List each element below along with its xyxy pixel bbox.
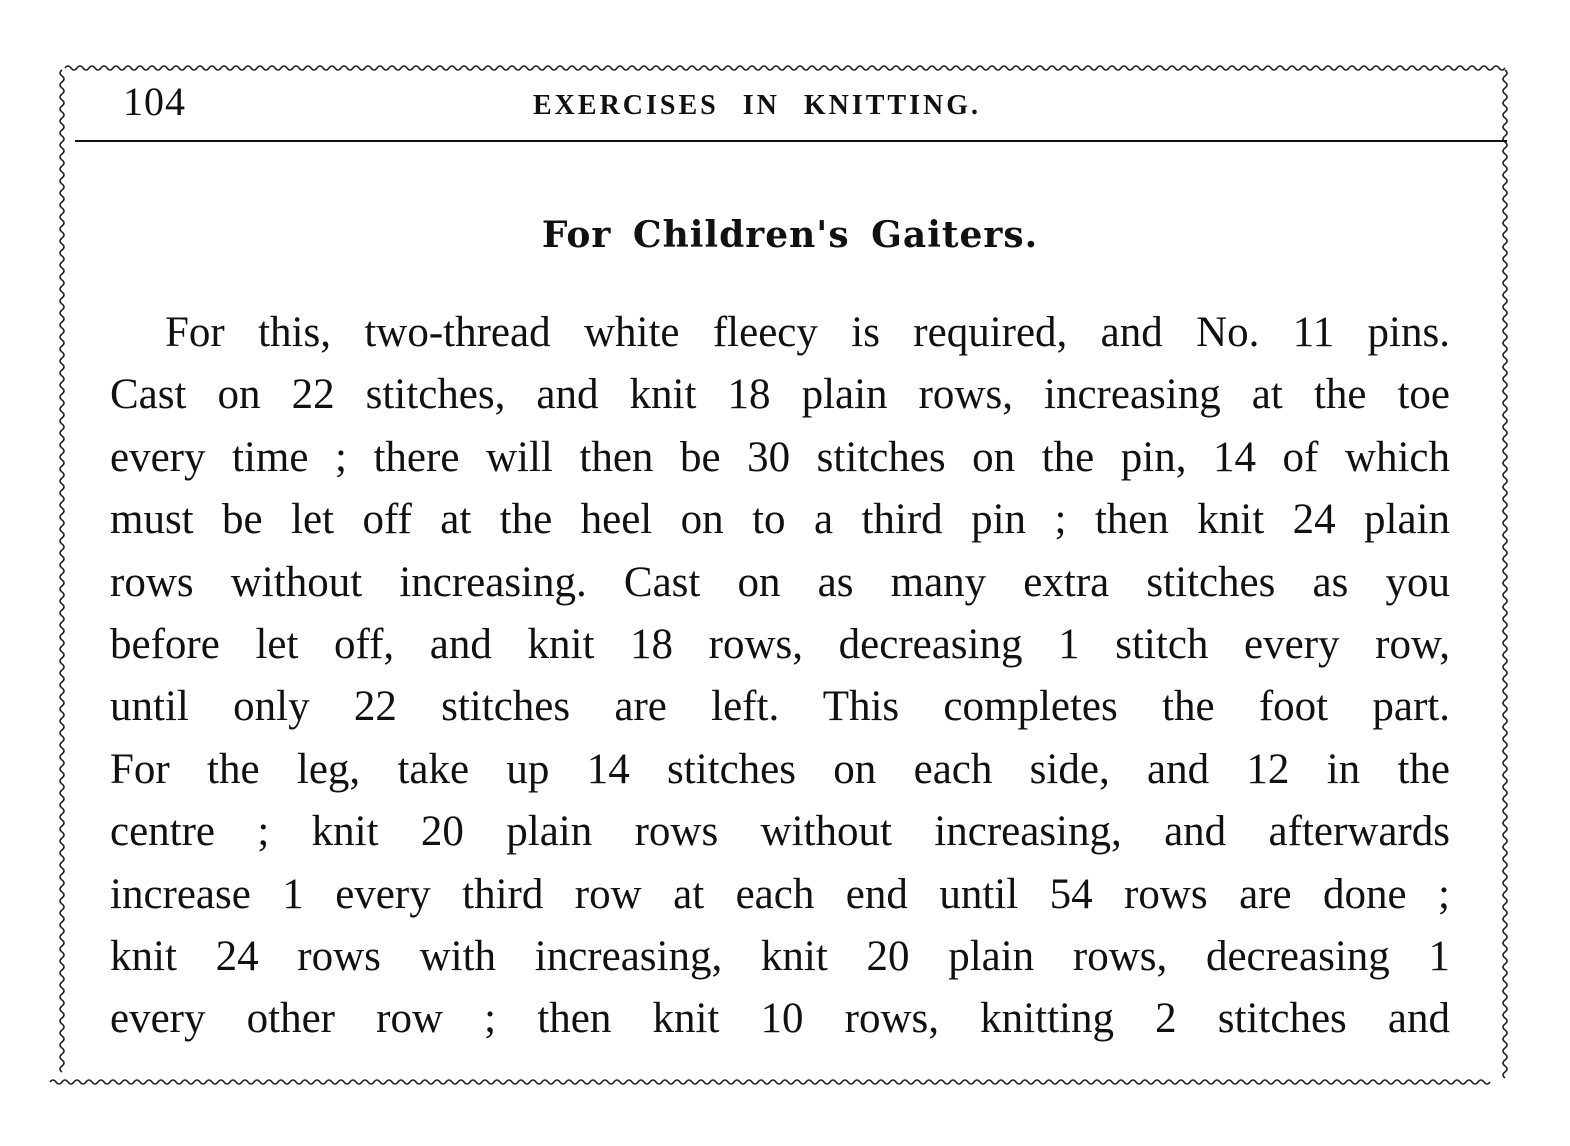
section-title: For Children's Gaiters. <box>541 214 1039 256</box>
body-text <box>110 302 1450 1051</box>
text-line: every other row ; then knit 10 rows, knitting 2 stitches and <box>110 995 1450 1043</box>
border-bottom <box>50 1080 1490 1084</box>
running-head: EXERCISES IN KNITTING. <box>533 90 981 121</box>
page-header <box>75 70 1505 142</box>
text-line: every time ; there will then be 30 stitches on the pin, 14 of which <box>110 433 1450 481</box>
text-line: For this, two-thread white fleecy is required, and No. 11 pins. <box>165 309 1450 356</box>
text-line: must be let off at the heel on to a third pin ; then knit 24 plain <box>110 496 1450 544</box>
text-line: For the leg, take up 14 stitches on each side, and 12 in the <box>110 745 1450 793</box>
text-line: until only 22 stitches are left. This completes the foot part. <box>110 683 1450 731</box>
text-line: knit 24 rows with increasing, knit 20 plain rows, decreasing 1 <box>110 932 1450 980</box>
text-line: Cast on 22 stitches, and knit 18 plain rows, increasing at the toe <box>110 371 1450 419</box>
text-line: before let off, and knit 18 rows, decreasing 1 stitch every row, <box>110 620 1450 668</box>
text-line: centre ; knit 20 plain rows without increasing, and afterwards <box>110 808 1450 856</box>
text-line: rows without increasing. Cast on as many extra stitches as you <box>110 558 1450 606</box>
text-line: increase 1 every third row at each end until 54 rows are done ; <box>110 870 1450 918</box>
header-rule <box>75 140 1507 142</box>
page-number: 104 <box>123 79 186 124</box>
